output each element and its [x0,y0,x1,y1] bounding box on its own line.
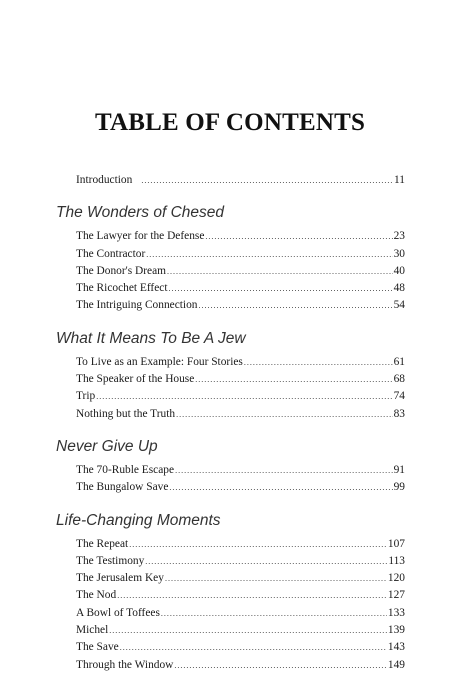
toc-entry-page: 11 [394,174,405,186]
toc-entry-label: The Nod [76,589,117,602]
toc-entry-label: The Bungalow Save [76,481,169,494]
toc-entry [56,280,405,297]
toc-entry-label: Through the Window [76,658,174,671]
toc-entry-page: 23 [393,230,405,243]
dot-leader [198,297,392,314]
toc-entry-page: 149 [387,658,405,671]
toc-entry-page: 40 [393,264,405,277]
toc-entry-page: 120 [387,572,405,585]
toc-entry-label: The Save [76,641,119,654]
toc-entry-label: Introduction [76,174,133,186]
dot-leader [117,587,387,604]
dot-leader [145,553,387,570]
section-heading: Never Give Up [56,437,158,455]
section-heading: What It Means To Be A Jew [56,329,246,347]
toc-entry-page: 113 [388,554,405,567]
dot-leader [141,172,393,189]
toc-entry-label: Nothing but the Truth [76,407,176,420]
toc-entry-page: 30 [393,247,405,260]
toc-entry-page: 139 [387,624,405,637]
toc-entry-label: The Speaker of the House [76,373,195,386]
dot-leader [167,263,393,280]
toc-entry [56,246,405,263]
dot-leader [109,622,387,639]
toc-entry [56,371,405,388]
toc-entry-page: 83 [393,407,405,420]
toc-entry [56,605,405,622]
dot-leader [195,371,392,388]
dot-leader [120,639,387,656]
toc-entry-page: 91 [393,463,405,476]
dot-leader [169,280,393,297]
toc-entry-label: Michel [76,624,109,637]
toc-entry [56,587,405,604]
dot-leader [96,388,392,405]
toc-section [56,328,405,423]
toc-entry [56,297,405,314]
toc-entry [56,406,405,423]
toc-entry [56,263,405,280]
toc-entry-label: The Jerusalem Key [76,572,164,585]
toc-entry-label: The Repeat [76,537,129,550]
toc-entry [56,388,405,405]
toc-entry-page: 143 [387,641,405,654]
toc-entry [56,462,405,479]
toc-entry-page: 127 [387,589,405,602]
toc-entry [56,639,405,656]
toc-entry [56,536,405,553]
toc-entry [56,622,405,639]
dot-leader [205,228,392,245]
toc-entry-label: The Lawyer for the Defense [76,230,205,243]
toc-list [56,172,405,674]
dot-leader [174,657,387,674]
dot-leader [175,462,393,479]
toc-entry-page: 54 [393,299,405,312]
section-heading: The Wonders of Chesed [56,204,225,222]
toc-section [56,510,405,674]
toc-entry [56,553,405,570]
toc-entry-page: 61 [393,355,405,368]
toc-entry [56,570,405,587]
dot-leader [165,570,387,587]
dot-leader [146,246,392,263]
toc-entry [56,228,405,245]
toc-entry-page: 68 [393,373,405,386]
dot-leader [129,536,387,553]
toc-entry-label: Trip [76,390,96,403]
toc-entry-label: The Donor's Dream [76,264,166,277]
toc-entry [56,354,405,371]
toc-entry-page: 74 [393,390,405,403]
dot-leader [169,479,392,496]
dot-leader [161,605,387,622]
toc-entry-label: The Testimony [76,554,145,567]
toc-entry-introduction [56,172,405,189]
dot-leader [244,354,393,371]
toc-section [56,436,405,497]
toc-entry-page: 48 [393,282,405,295]
dot-leader [176,406,393,423]
toc-entry-page: 133 [387,606,405,619]
toc-section [56,202,405,314]
toc-entry [56,479,405,496]
toc-entry-label: To Live as an Example: Four Stories [76,355,243,368]
toc-entry-label: The 70-Ruble Escape [76,463,175,476]
section-heading: Life-Changing Moments [56,511,221,529]
toc-entry-page: 107 [387,537,405,550]
toc-entry-label: A Bowl of Toffees [76,606,160,619]
toc-entry [56,657,405,674]
toc-entry-label: The Intriguing Connection [76,299,198,312]
toc-entry-page: 99 [393,481,405,494]
toc-entry-label: The Ricochet Effect [76,282,168,295]
page-title: TABLE OF CONTENTS [94,109,366,136]
toc-entry-label: The Contractor [76,247,146,260]
